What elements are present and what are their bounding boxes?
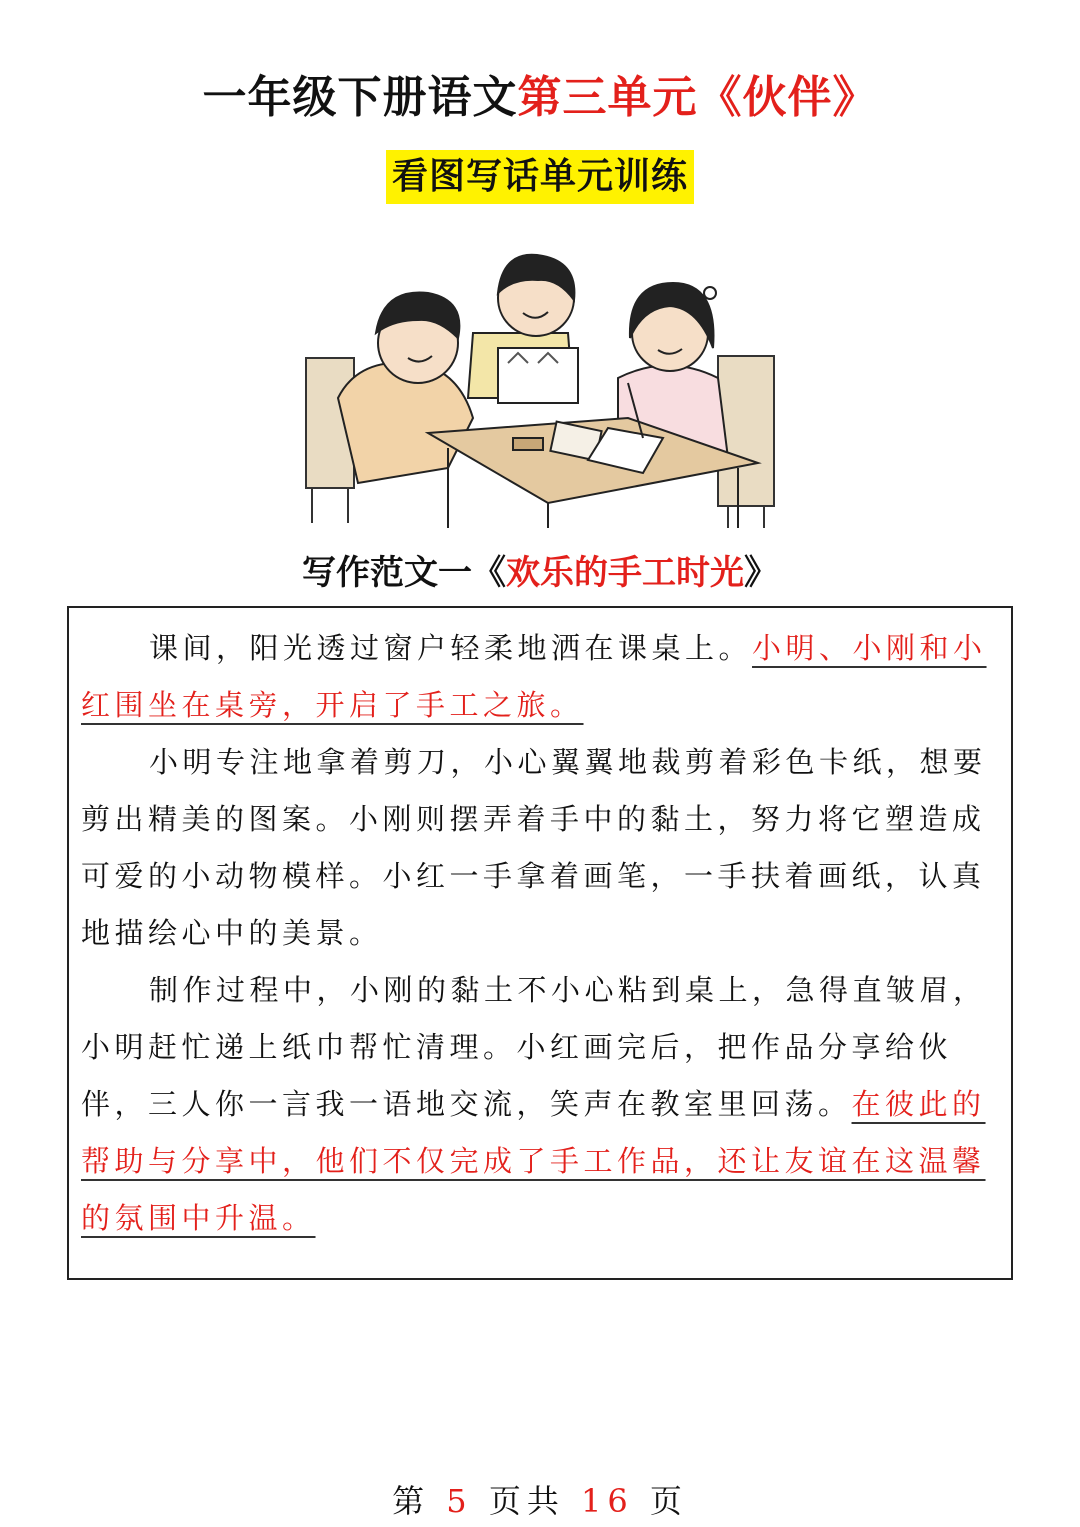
paragraph-1-highlight: 小明、小刚和小红围坐在桌旁，开启了手工之旅。 xyxy=(81,631,987,722)
footer-suffix: 页 xyxy=(649,1482,688,1520)
paragraph-2-text: 小明专注地拿着剪刀，小心翼翼地裁剪着彩色卡纸，想要剪出精美的图案。小刚则摆弄着手中的黏土，努力将它塑造成可爱的小动物模样。小红一手拿着画笔，一手扶着画纸，认真地描绘心中的美景。 xyxy=(81,745,987,950)
title-grade: 一年级下册语文 xyxy=(202,72,518,123)
footer-middle: 页共 xyxy=(488,1482,565,1520)
middle-boy-icon xyxy=(468,255,578,403)
left-chair-icon xyxy=(306,358,354,523)
essay-box xyxy=(67,606,1013,1280)
left-boy-icon xyxy=(338,293,473,484)
paragraph-3-text: 制作过程中，小刚的黏土不小心粘到桌上，急得直皱眉，小明赶忙递上纸巾帮忙清理。小红画完后，把作品分享给伙伴，三人你一言我一语地交流，笑声在教室里回荡。 xyxy=(81,973,987,1121)
paragraph-3-highlight: 在彼此的帮助与分享中，他们不仅完成了手工作品，还让友谊在这温馨的氛围中升温。 xyxy=(81,1087,986,1235)
essay-paragraph-1 xyxy=(81,620,1003,734)
paragraph-1-text: 课间，阳光透过窗户轻柔地洒在课桌上。 xyxy=(149,631,753,665)
subtitle-banner: 看图写话单元训练 xyxy=(386,150,694,204)
children-crafting-illustration xyxy=(298,238,778,528)
essay-title-suffix: 》 xyxy=(744,553,778,593)
page-title xyxy=(0,68,1080,128)
total-page-count: 16 xyxy=(581,1482,634,1520)
essay-title-prefix: 写作范文一《 xyxy=(302,553,506,593)
essay-paragraph-2 xyxy=(81,734,1003,962)
current-page-number: 5 xyxy=(446,1482,473,1520)
title-unit: 第三单元《伙伴》 xyxy=(517,72,878,123)
subtitle-wrapper xyxy=(0,150,1080,204)
footer-prefix: 第 xyxy=(392,1482,431,1520)
essay-title-name: 欢乐的手工时光 xyxy=(506,553,744,593)
essay-title xyxy=(0,548,1080,598)
essay-paragraph-3 xyxy=(81,962,1003,1247)
page-footer xyxy=(0,1476,1080,1526)
